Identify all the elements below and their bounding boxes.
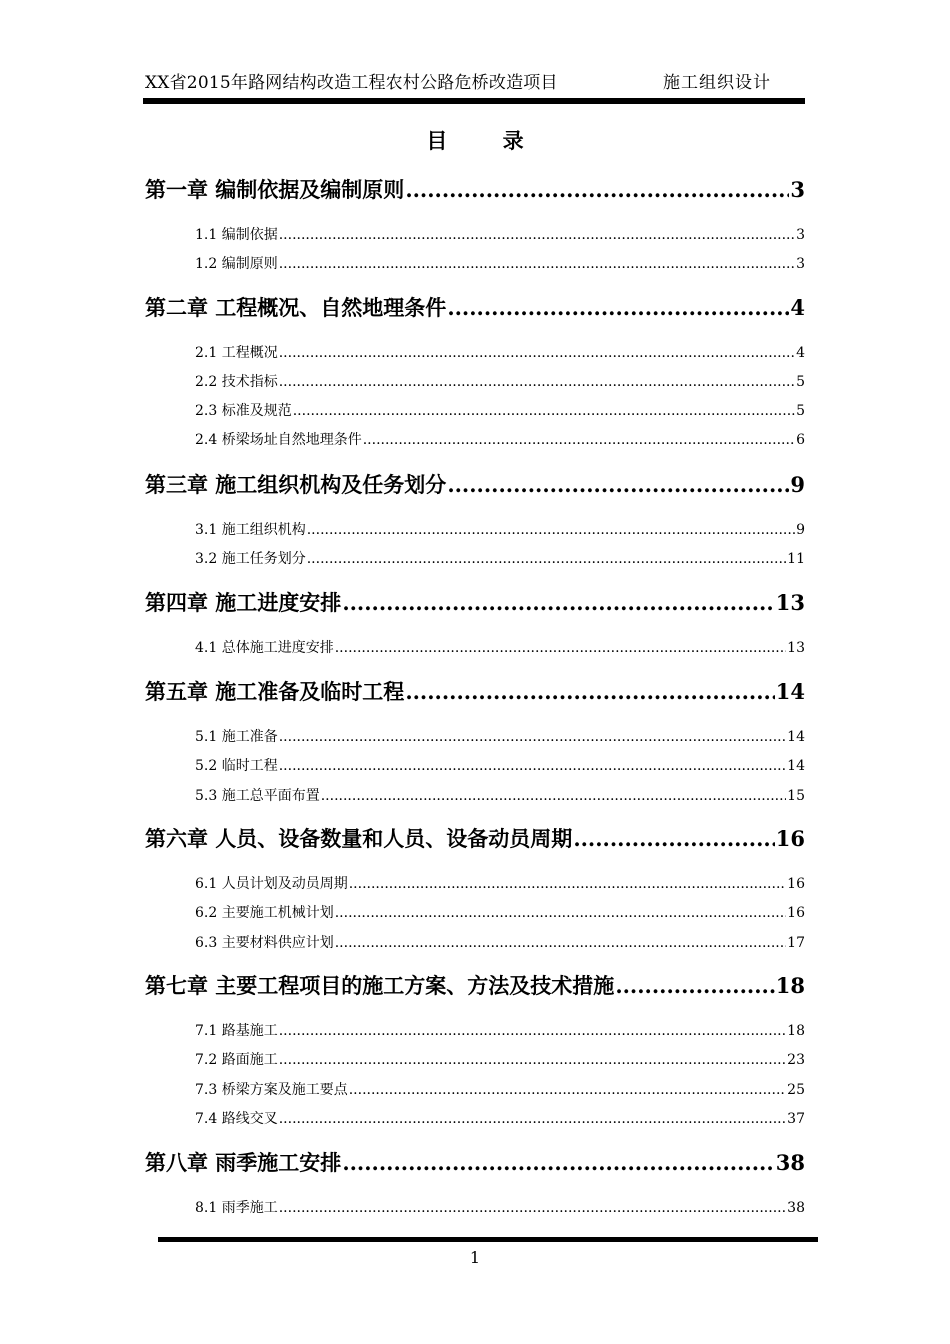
section-page: 37 bbox=[787, 1111, 805, 1127]
toc-chapter[interactable] bbox=[145, 469, 805, 497]
section-page: 23 bbox=[787, 1052, 805, 1068]
section-label: 6.2 主要施工机械计划 bbox=[195, 905, 334, 921]
header bbox=[145, 66, 805, 94]
dot-leader bbox=[349, 876, 786, 892]
toc-section[interactable] bbox=[195, 726, 805, 746]
section-label: 4.1 总体施工进度安排 bbox=[195, 640, 334, 656]
dot-leader bbox=[307, 522, 795, 538]
section-label: 1.1 编制依据 bbox=[195, 227, 278, 243]
dot-leader bbox=[405, 679, 774, 704]
toc-section[interactable] bbox=[195, 371, 805, 391]
toc-section[interactable] bbox=[195, 785, 805, 805]
dot-leader bbox=[335, 905, 786, 921]
dot-leader bbox=[349, 1082, 786, 1098]
section-label: 6.1 人员计划及动员周期 bbox=[195, 876, 348, 892]
toc-section[interactable] bbox=[195, 224, 805, 244]
toc-chapter[interactable] bbox=[145, 174, 805, 202]
section-label: 3.2 施工任务划分 bbox=[195, 551, 306, 567]
dot-leader bbox=[279, 227, 795, 243]
section-page: 3 bbox=[796, 256, 805, 272]
toc-section[interactable] bbox=[195, 902, 805, 922]
dot-leader bbox=[293, 403, 795, 419]
toc-section[interactable] bbox=[195, 755, 805, 775]
dot-leader bbox=[279, 1052, 786, 1068]
dot-leader bbox=[279, 1200, 786, 1216]
chapter-label: 第五章 施工准备及临时工程 bbox=[145, 679, 405, 704]
section-page: 17 bbox=[787, 935, 805, 951]
dot-leader bbox=[335, 935, 786, 951]
dot-leader bbox=[321, 788, 786, 804]
section-label: 5.2 临时工程 bbox=[195, 758, 278, 774]
toc-section[interactable] bbox=[195, 253, 805, 273]
toc-chapter[interactable] bbox=[145, 1147, 805, 1175]
section-label: 2.3 标准及规范 bbox=[195, 403, 292, 419]
dot-leader bbox=[363, 432, 795, 448]
dot-leader bbox=[279, 729, 786, 745]
section-page: 38 bbox=[787, 1200, 805, 1216]
section-label: 7.1 路基施工 bbox=[195, 1023, 278, 1039]
dot-leader bbox=[279, 758, 786, 774]
chapter-label: 第七章 主要工程项目的施工方案、方法及技术措施 bbox=[145, 973, 615, 998]
chapter-page: 18 bbox=[775, 973, 805, 998]
toc-chapter[interactable] bbox=[145, 676, 805, 704]
section-page: 25 bbox=[787, 1082, 805, 1098]
section-label: 2.1 工程概况 bbox=[195, 345, 278, 361]
chapter-page: 14 bbox=[775, 679, 805, 704]
section-page: 3 bbox=[796, 227, 805, 243]
toc-title: 目 录 bbox=[426, 128, 548, 153]
chapter-label: 第六章 人员、设备数量和人员、设备动员周期 bbox=[145, 826, 573, 851]
section-label: 8.1 雨季施工 bbox=[195, 1200, 278, 1216]
toc-section[interactable] bbox=[195, 548, 805, 568]
section-page: 4 bbox=[796, 345, 805, 361]
section-label: 6.3 主要材料供应计划 bbox=[195, 935, 334, 951]
section-page: 5 bbox=[796, 403, 805, 419]
page-number: 1 bbox=[469, 1248, 481, 1267]
chapter-label: 第四章 施工进度安排 bbox=[145, 590, 342, 615]
toc-section[interactable] bbox=[195, 637, 805, 657]
section-page: 14 bbox=[787, 758, 805, 774]
section-label: 1.2 编制原则 bbox=[195, 256, 278, 272]
dot-leader bbox=[279, 374, 795, 390]
dot-leader bbox=[279, 345, 795, 361]
dot-leader bbox=[279, 256, 795, 272]
section-label: 7.2 路面施工 bbox=[195, 1052, 278, 1068]
section-label: 2.2 技术指标 bbox=[195, 374, 278, 390]
section-page: 6 bbox=[796, 432, 805, 448]
dot-leader bbox=[279, 1023, 786, 1039]
dot-leader bbox=[335, 640, 786, 656]
toc-chapter[interactable] bbox=[145, 823, 805, 851]
document-type: 施工组织设计 bbox=[663, 73, 771, 93]
chapter-label: 第八章 雨季施工安排 bbox=[145, 1150, 342, 1175]
header-rule bbox=[143, 98, 805, 104]
footer-rule bbox=[158, 1237, 818, 1242]
dot-leader bbox=[279, 1111, 786, 1127]
section-page: 5 bbox=[796, 374, 805, 390]
toc-section[interactable] bbox=[195, 1108, 805, 1128]
toc-chapter[interactable] bbox=[145, 292, 805, 320]
toc-section[interactable] bbox=[195, 400, 805, 420]
document-title: XX省2015年路网结构改造工程农村公路危桥改造项目 bbox=[145, 73, 558, 93]
toc-section[interactable] bbox=[195, 1020, 805, 1040]
chapter-page: 13 bbox=[775, 590, 805, 615]
chapter-page: 9 bbox=[790, 472, 805, 497]
section-label: 5.3 施工总平面布置 bbox=[195, 788, 320, 804]
section-page: 18 bbox=[787, 1023, 805, 1039]
section-page: 16 bbox=[787, 905, 805, 921]
toc-chapter[interactable] bbox=[145, 587, 805, 615]
dot-leader bbox=[573, 826, 774, 851]
dot-leader bbox=[447, 295, 789, 320]
chapter-label: 第三章 施工组织机构及任务划分 bbox=[145, 472, 447, 497]
section-page: 16 bbox=[787, 876, 805, 892]
chapter-label: 第一章 编制依据及编制原则 bbox=[145, 177, 405, 202]
section-page: 13 bbox=[787, 640, 805, 656]
section-page: 9 bbox=[796, 522, 805, 538]
toc-section[interactable] bbox=[195, 1049, 805, 1069]
dot-leader bbox=[405, 177, 789, 202]
toc-section[interactable] bbox=[195, 429, 805, 449]
section-label: 5.1 施工准备 bbox=[195, 729, 278, 745]
toc-section[interactable] bbox=[195, 519, 805, 539]
chapter-label: 第二章 工程概况、自然地理条件 bbox=[145, 295, 447, 320]
section-page: 11 bbox=[787, 551, 805, 567]
toc-section[interactable] bbox=[195, 1079, 805, 1099]
chapter-page: 38 bbox=[775, 1150, 805, 1175]
toc-section[interactable] bbox=[195, 873, 805, 893]
dot-leader bbox=[447, 472, 789, 497]
dot-leader bbox=[342, 1150, 774, 1175]
chapter-page: 3 bbox=[790, 177, 805, 202]
section-label: 2.4 桥梁场址自然地理条件 bbox=[195, 432, 362, 448]
toc-section[interactable] bbox=[195, 1197, 805, 1217]
section-label: 3.1 施工组织机构 bbox=[195, 522, 306, 538]
toc-section[interactable] bbox=[195, 932, 805, 952]
toc-chapter[interactable] bbox=[145, 970, 805, 998]
dot-leader bbox=[307, 551, 786, 567]
section-page: 14 bbox=[787, 729, 805, 745]
chapter-page: 4 bbox=[790, 295, 805, 320]
dot-leader bbox=[615, 973, 774, 998]
section-page: 15 bbox=[787, 788, 805, 804]
section-label: 7.3 桥梁方案及施工要点 bbox=[195, 1082, 348, 1098]
toc-section[interactable] bbox=[195, 342, 805, 362]
dot-leader bbox=[342, 590, 774, 615]
section-label: 7.4 路线交叉 bbox=[195, 1111, 278, 1127]
chapter-page: 16 bbox=[775, 826, 805, 851]
